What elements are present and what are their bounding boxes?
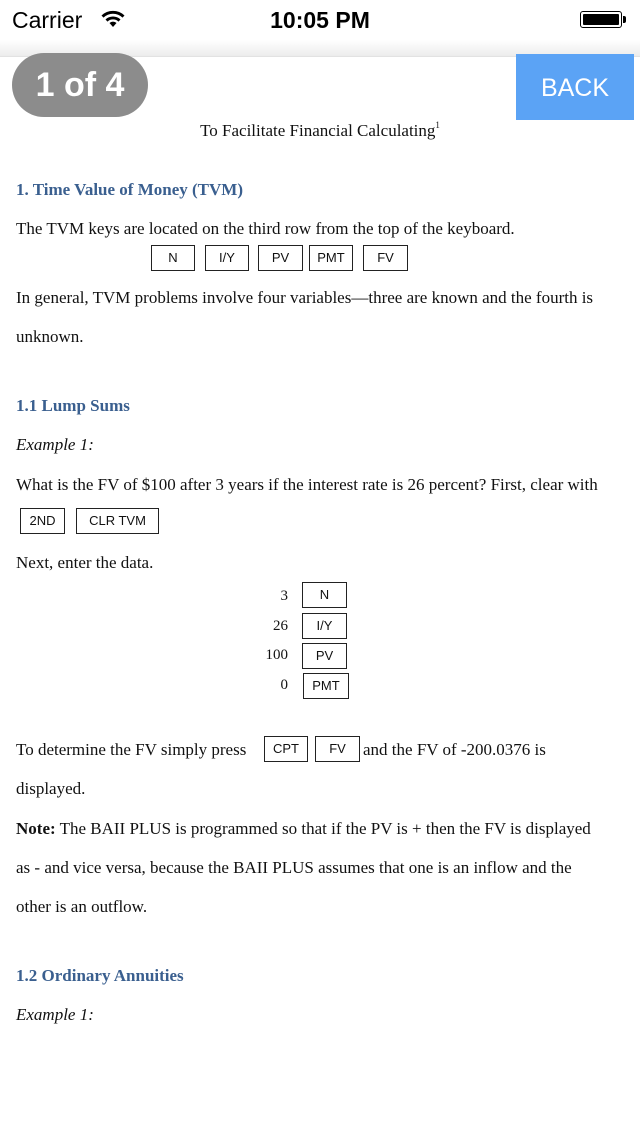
paragraph-question: What is the FV of $100 after 3 years if the interest rate is 26 percent? First, clear with [16,475,598,494]
paragraph-determine-suffix: and the FV of -200.0376 is [363,740,546,759]
paragraph-tvm-intro: The TVM keys are located on the third row from the top of the keyboard. [16,219,515,238]
carrier-label: Carrier [12,7,83,33]
paragraph-determine-2: displayed. [16,779,86,798]
note-line-2: as - and vice versa, because the BAII PLUS assumes that one is an inflow and the [16,858,572,877]
data-key-n: N [302,582,347,608]
document-title-text: To Facilitate Financial Calculating [200,121,436,140]
key-n: N [151,245,195,271]
key-cpt: CPT [264,736,308,762]
key-clr-tvm: CLR TVM [76,508,159,534]
data-value-iy: 26 [273,618,288,634]
document-title [0,120,640,141]
note-line-3: other is an outflow. [16,897,148,916]
key-pv: PV [258,245,303,271]
data-key-pmt: PMT [303,673,349,699]
note-line-1 [16,819,591,839]
note-text-1: The BAII PLUS is programmed so that if the PV is + then the FV is displayed [55,819,591,838]
key-pmt: PMT [309,245,353,271]
paragraph-determine-prefix: To determine the FV simply press [16,740,247,759]
data-key-iy: I/Y [302,613,347,639]
key-fv-compute: FV [315,736,360,762]
section-heading-lump-sums: 1.1 Lump Sums [16,396,130,415]
note-label: Note: [16,819,56,838]
data-key-pv: PV [302,643,347,669]
battery-full-icon [580,11,626,29]
page-indicator: 1 of 4 [12,53,148,117]
example-label: Example 1: [16,435,94,454]
footnote-marker: 1 [435,120,440,130]
data-value-n: 3 [280,588,288,604]
section-heading-annuities: 1.2 Ordinary Annuities [16,966,184,985]
paragraph-next: Next, enter the data. [16,553,154,572]
key-fv: FV [363,245,408,271]
section-heading-tvm: 1. Time Value of Money (TVM) [16,180,243,199]
key-2nd: 2ND [20,508,65,534]
paragraph-general-1: In general, TVM problems involve four variables—three are known and the fourth is [16,288,594,307]
status-bar [0,0,640,40]
back-button[interactable]: BACK [516,54,634,120]
paragraph-general-2: unknown. [16,327,84,346]
data-value-pv: 100 [265,647,288,663]
key-iy: I/Y [205,245,249,271]
clock: 10:05 PM [270,7,370,33]
data-value-pmt: 0 [280,677,288,693]
example-label-2: Example 1: [16,1005,94,1024]
